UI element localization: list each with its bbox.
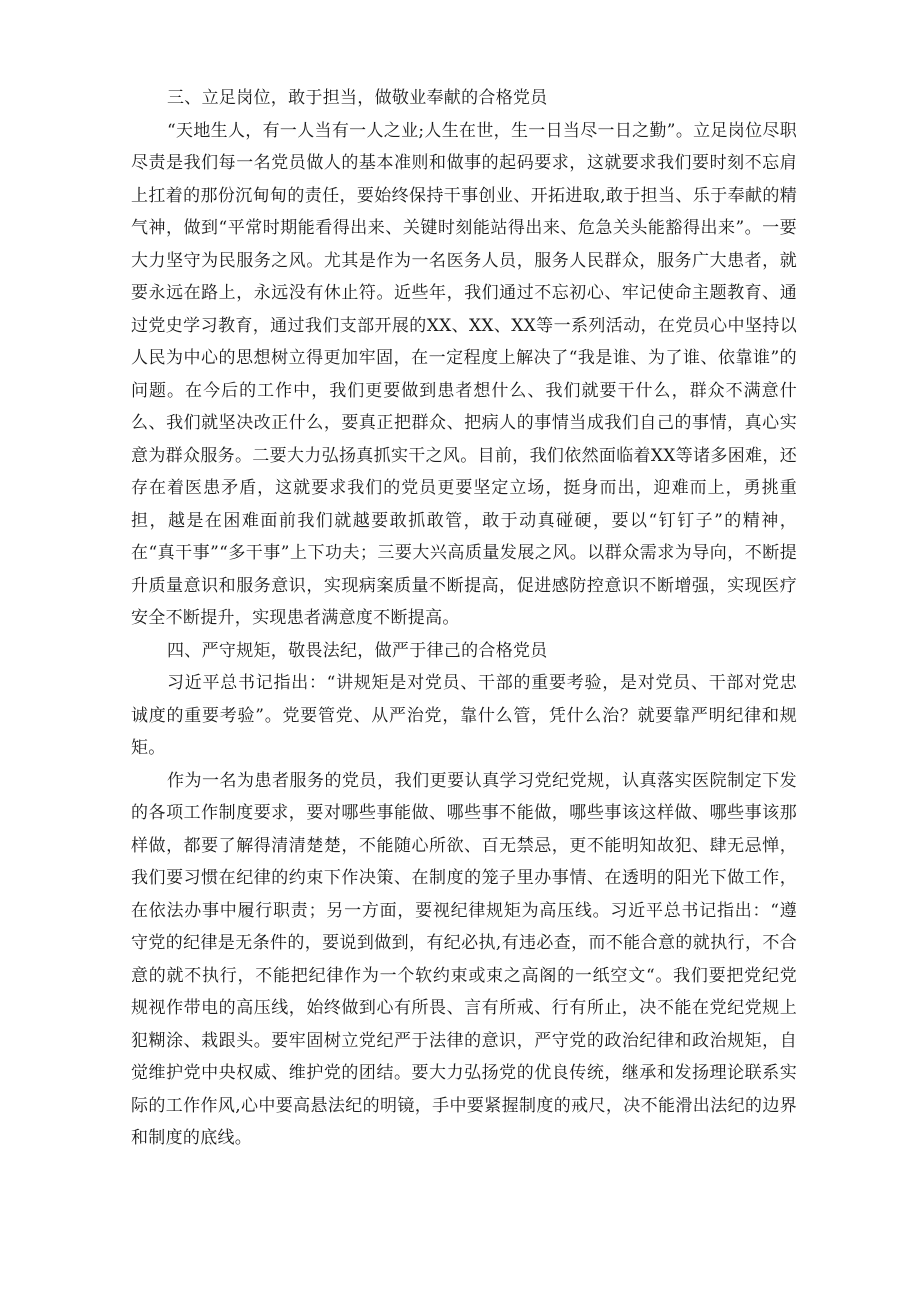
document-body	[131, 82, 797, 1155]
body-paragraph: 作为一名为患者服务的党员，我们更要认真学习党纪党规，认真落实医院制定下发的各项工作制度要求，要对哪些事能做、哪些事不能做，哪些事该这样做、哪些事该那样做，都要了解得清清楚楚，不能随心所欲、百无禁忌，更不能明知故犯、肆无忌惮，我们要习惯在纪律的约束下作决策、在制度的笼子里办事情、在透明的阳光下做工作，在依法办事中履行职责；另一方面，要视纪律规矩为高压线。习近平总书记指出：“遵守党的纪律是无条件的，要说到做到，有纪必执,有违必查，而不能合意的就执行，不合意的就不执行，不能把纪律作为一个软约束或束之高阁的一纸空文“。我们要把党纪党规视作带电的高压线，始终做到心有所畏、言有所戒、行有所止，决不能在党纪党规上犯糊涂、栽跟头。要牢固树立党纪严于法律的意识，严守党的政治纪律和政治规矩，自觉维护党中央权威、维护党的团结。要大力弘扬党的优良传统，继承和发扬理论联系实际的工作作风,心中要高悬法纪的明镜，手中要紧握制度的戒尺，决不能滑出法纪的边界和制度的底线。	[131, 770, 797, 1148]
section-heading-4: 四、严守规矩，敬畏法纪，做严于律己的合格党员	[167, 640, 548, 661]
body-paragraph: “天地生人，有一人当有一人之业;人生在世，生一日当尽一日之勤”。立足岗位尽职尽责是我们每一名党员做人的基本准则和做事的起码要求，这就要求我们要时刻不忘肩上扛着的那份沉甸甸的责任，要始终保持干事创业、开拓进取,敢于担当、乐于奉献的精气神，做到“平常时期能看得出来、关键时刻能站得出来、危急关头能豁得出来”。一要大力坚守为民服务之风。尤其是作为一名医务人员，服务人民群众，服务广大患者，就要永远在路上，永远没有休止符。近些年，我们通过不忘初心、牢记使命主题教育、通过党史学习教育，通过我们支部开展的XX、XX、XX等一系列活动，在党员心中坚持以人民为中心的思想树立得更加牢固，在一定程度上解决了“我是谁、为了谁、依靠谁”的问题。在今后的工作中，我们更要做到患者想什么、我们就要干什么，群众不满意什么、我们就坚决改正什么，要真正把群众、把病人的事情当成我们自己的事情，真心实意为群众服务。二要大力弘扬真抓实干之风。目前，我们依然面临着XX等诸多困难，还存在着医患矛盾，这就要求我们的党员更要坚定立场，挺身而出，迎难而上，勇挑重担，越是在困难面前我们就越要敢抓敢管，敢于动真碰硬，要以“钉钉子”的精神，在“真干事”“多干事”上下功夫；三要大兴高质量发展之风。以群众需求为导向，不断提升质量意识和服务意识，实现病案质量不断提高，促进感防控意识不断增强，实现医疗安全不断提升，实现患者满意度不断提高。	[131, 120, 797, 628]
body-paragraph: 习近平总书记指出：“讲规矩是对党员、干部的重要考验，是对党员、干部对党忠诚度的重要考验”。党要管党、从严治党，靠什么管，凭什么治？就要靠严明纪律和规矩。	[131, 673, 797, 758]
section-heading-3: 三、立足岗位，敢于担当，做敬业奉献的合格党员	[167, 88, 548, 108]
